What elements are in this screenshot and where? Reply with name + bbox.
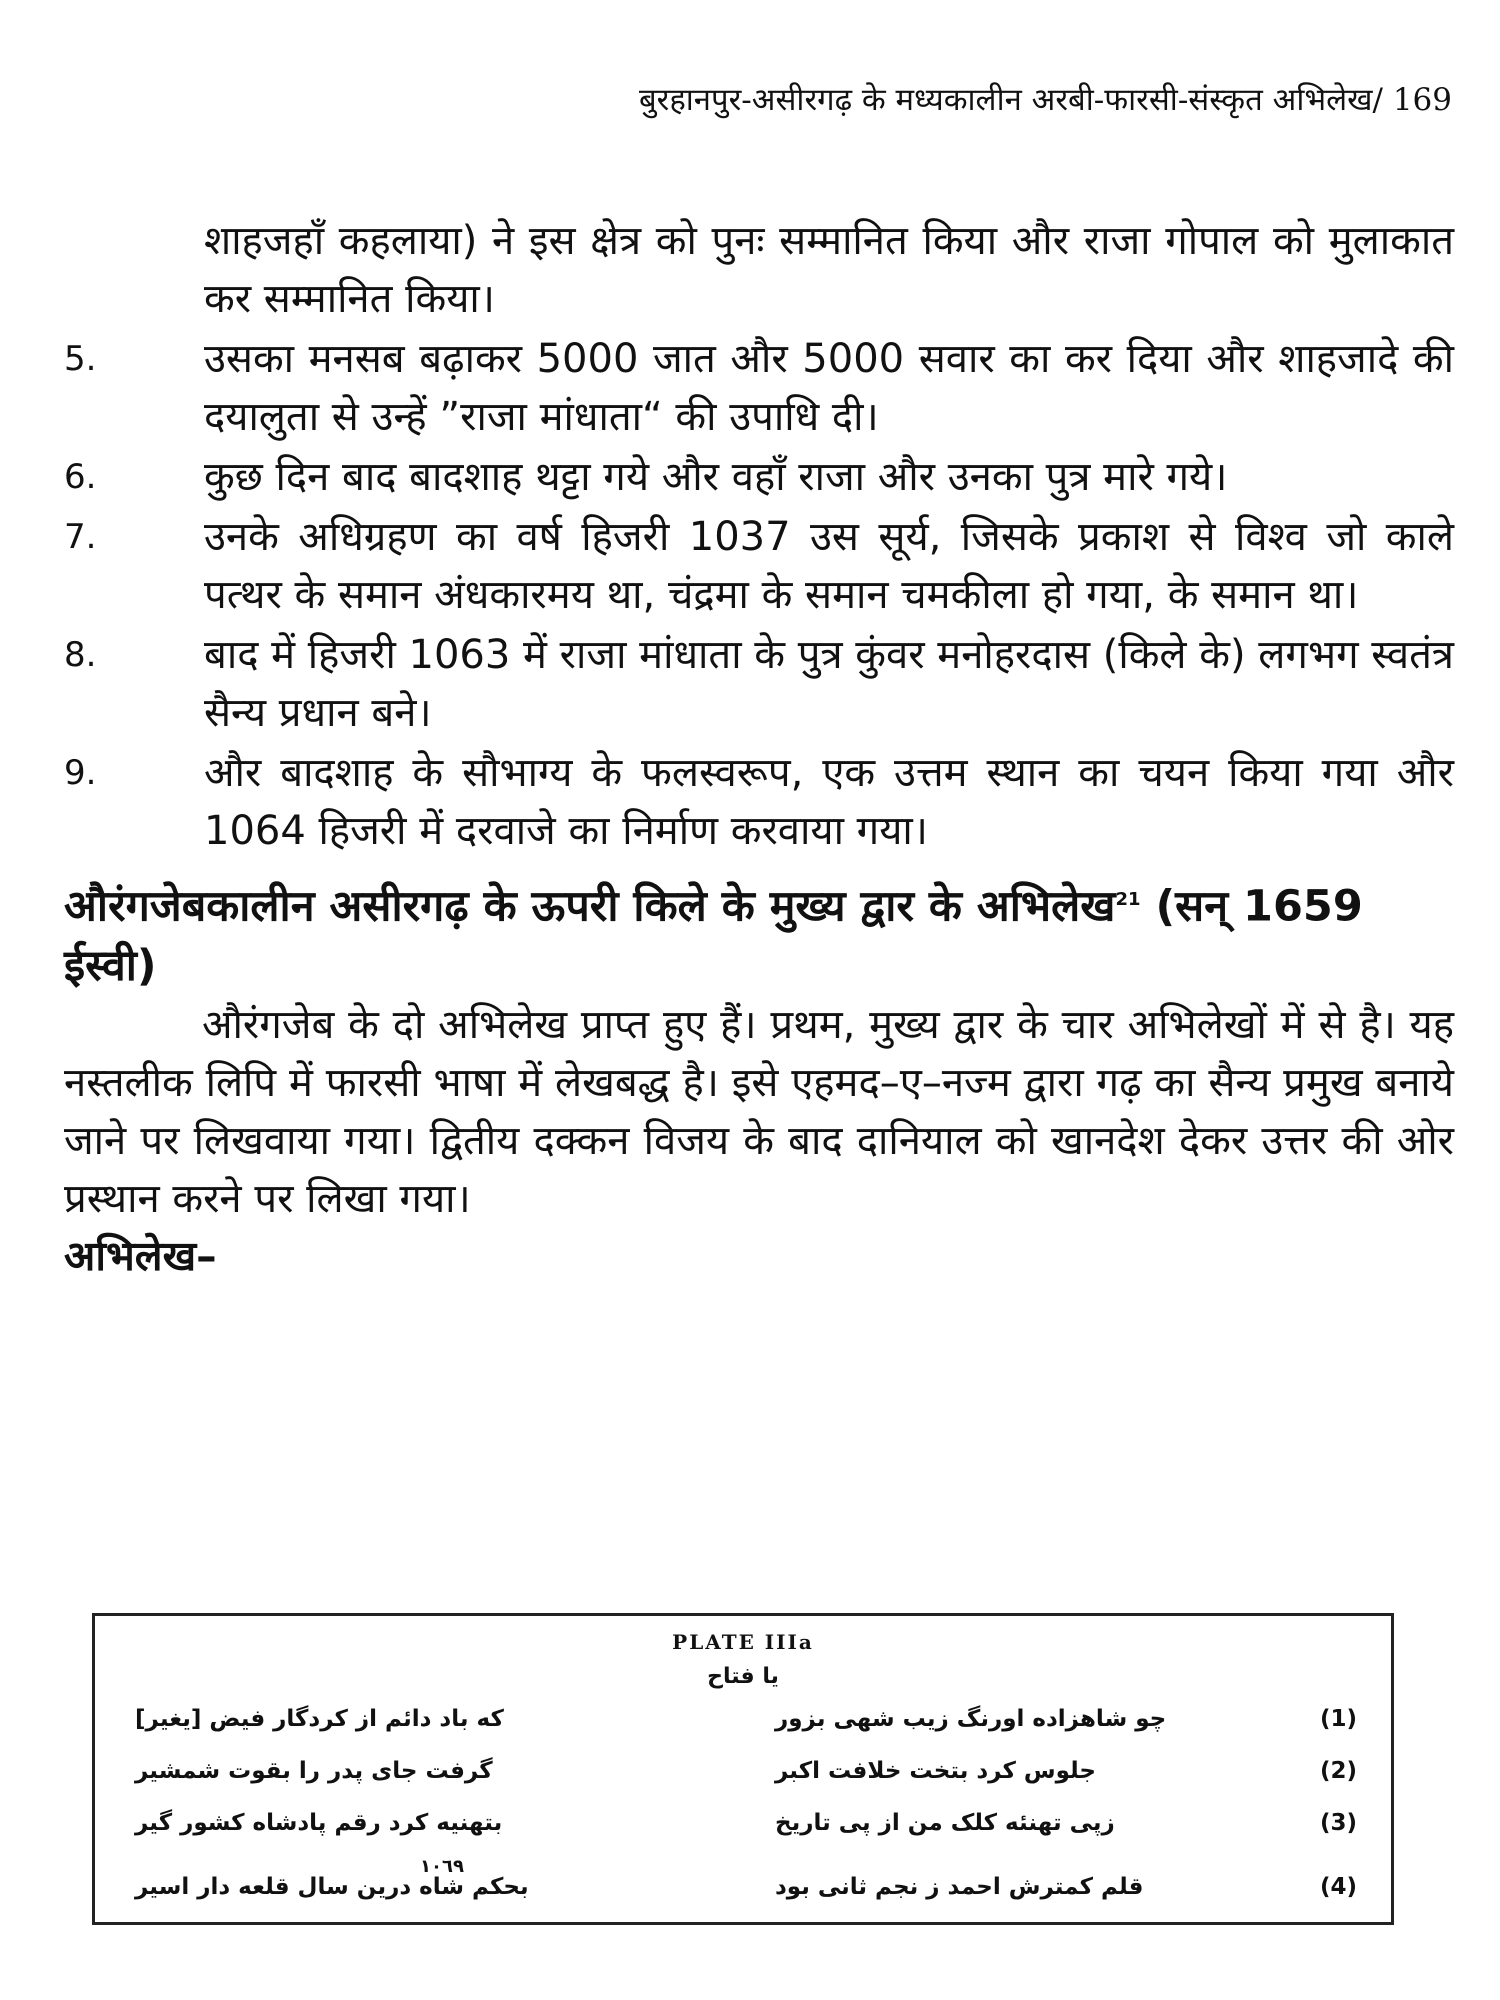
footnote-ref[interactable]: 21: [1115, 889, 1141, 910]
plate-verse-second: گرفت جای پدر را بقوت شمشیر: [135, 1758, 493, 1784]
plate-row-number: (4): [1319, 1874, 1357, 1900]
section-paragraph: औरंगजेब के दो अभिलेख प्राप्त हुए हैं। प्रथम, मुख्य द्वार के चार अभिलेखों में से है। यह नस्तलीक लिपि में फारसी भाषा में लेखबद्ध है। इसे एहमद–ए–नज्म द्वारा गढ़ का सैन्य प्रमुख बनाये जाने पर लिखवाया गया। द्वितीय दक्कन विजय के बाद दानियाल को खानदेश देकर उत्तर की ओर प्रस्थान करने पर लिखा गया।: [64, 1002, 1455, 1223]
plate-row: [135, 1758, 1357, 1802]
item-text: उनके अधिग्रहण का वर्ष हिजरी 1037 उस सूर्य, जिसके प्रकाश से विश्व जो काले पत्थर के समान अंधकारमय था, चंद्रमा के समान चमकीला हो गया, के समान था।: [204, 514, 1454, 618]
plate-verse-second: که باد دائم از کردگار فیض [یغیر]: [135, 1706, 504, 1732]
item-number: 6.: [64, 457, 97, 497]
item-text: कुछ दिन बाद बादशाह थट्टा गये और वहाँ राजा और उनका पुत्र मारे गये।: [204, 454, 1228, 500]
item-text: बाद में हिजरी 1063 में राजा मांधाता के पुत्र कुंवर मनोहरदास (किले के) लगभग स्वतंत्र सैन्य प्रधान बने।: [204, 632, 1454, 736]
plate-year: ۱۰٦۹: [420, 1856, 464, 1877]
inscription-label: अभिलेख–: [64, 1232, 217, 1281]
item-text: और बादशाह के सौभाग्य के फलस्वरूप, एक उत्तम स्थान का चयन किया गया और 1064 हिजरी में दरवाजे का निर्माण करवाया गया।: [204, 750, 1454, 854]
plate-verse-second: بتهنیه کرد رقم پادشاه کشور گیر: [135, 1810, 503, 1836]
plate-verse-second: بحکم شاه درین سال قلعه دار اسیر: [135, 1874, 529, 1900]
item-number: 8.: [64, 635, 97, 675]
item-number: 7.: [64, 517, 97, 557]
plate-row: [135, 1874, 1357, 1918]
plate-verse-first: قلم کمترش احمد ز نجم ثانی بود: [775, 1874, 1144, 1900]
inscription-plate: [92, 1613, 1394, 1925]
intro-continuation: शाहजहाँ कहलाया) ने इस क्षेत्र को पुनः सम्मानित किया और राजा गोपाल को मुलाकात कर सम्मानित किया।: [204, 218, 1454, 322]
page-content: [64, 212, 1454, 1284]
list-item: [64, 508, 1454, 624]
plate-title: PLATE IIIa: [672, 1630, 814, 1654]
item-number: 5.: [64, 339, 97, 379]
section-heading-text: औरंगजेबकालीन असीरगढ़ के ऊपरी किले के मुख्य द्वार के अभिलेख: [64, 881, 1116, 932]
list-item: [64, 330, 1454, 446]
plate-row: [135, 1810, 1357, 1854]
plate-verse-first: زپی تهنئه کلک من از پی تاریخ: [775, 1810, 1115, 1836]
plate-row-number: (3): [1319, 1810, 1357, 1836]
plate-row-number: (1): [1319, 1706, 1357, 1732]
list-item: [64, 744, 1454, 860]
plate-row-number: (2): [1319, 1758, 1357, 1784]
plate-verse-first: چو شاهزاده اورنگ زیب شهی بزور: [775, 1706, 1167, 1732]
list-item: [64, 448, 1454, 506]
item-text: उसका मनसब बढ़ाकर 5000 जात और 5000 सवार का कर दिया और शाहजादे की दयालुता से उन्हें ”राजा मांधाता“ की उपाधि दी।: [204, 336, 1454, 440]
section-heading-date: (सन् 1659 ईस्वी): [64, 881, 1363, 992]
item-number: 9.: [64, 753, 97, 793]
plate-invocation: يا فتاح: [707, 1664, 779, 1689]
list-item: [64, 626, 1454, 742]
section-heading: [64, 870, 1454, 996]
plate-row: [135, 1706, 1357, 1750]
plate-verse-first: جلوس کرد بتخت خلافت اکبر: [775, 1758, 1096, 1784]
running-header: बुरहानपुर-असीरगढ़ के मध्यकालीन अरबी-फारसी-संस्कृत अभिलेख/ 169: [638, 82, 1452, 118]
